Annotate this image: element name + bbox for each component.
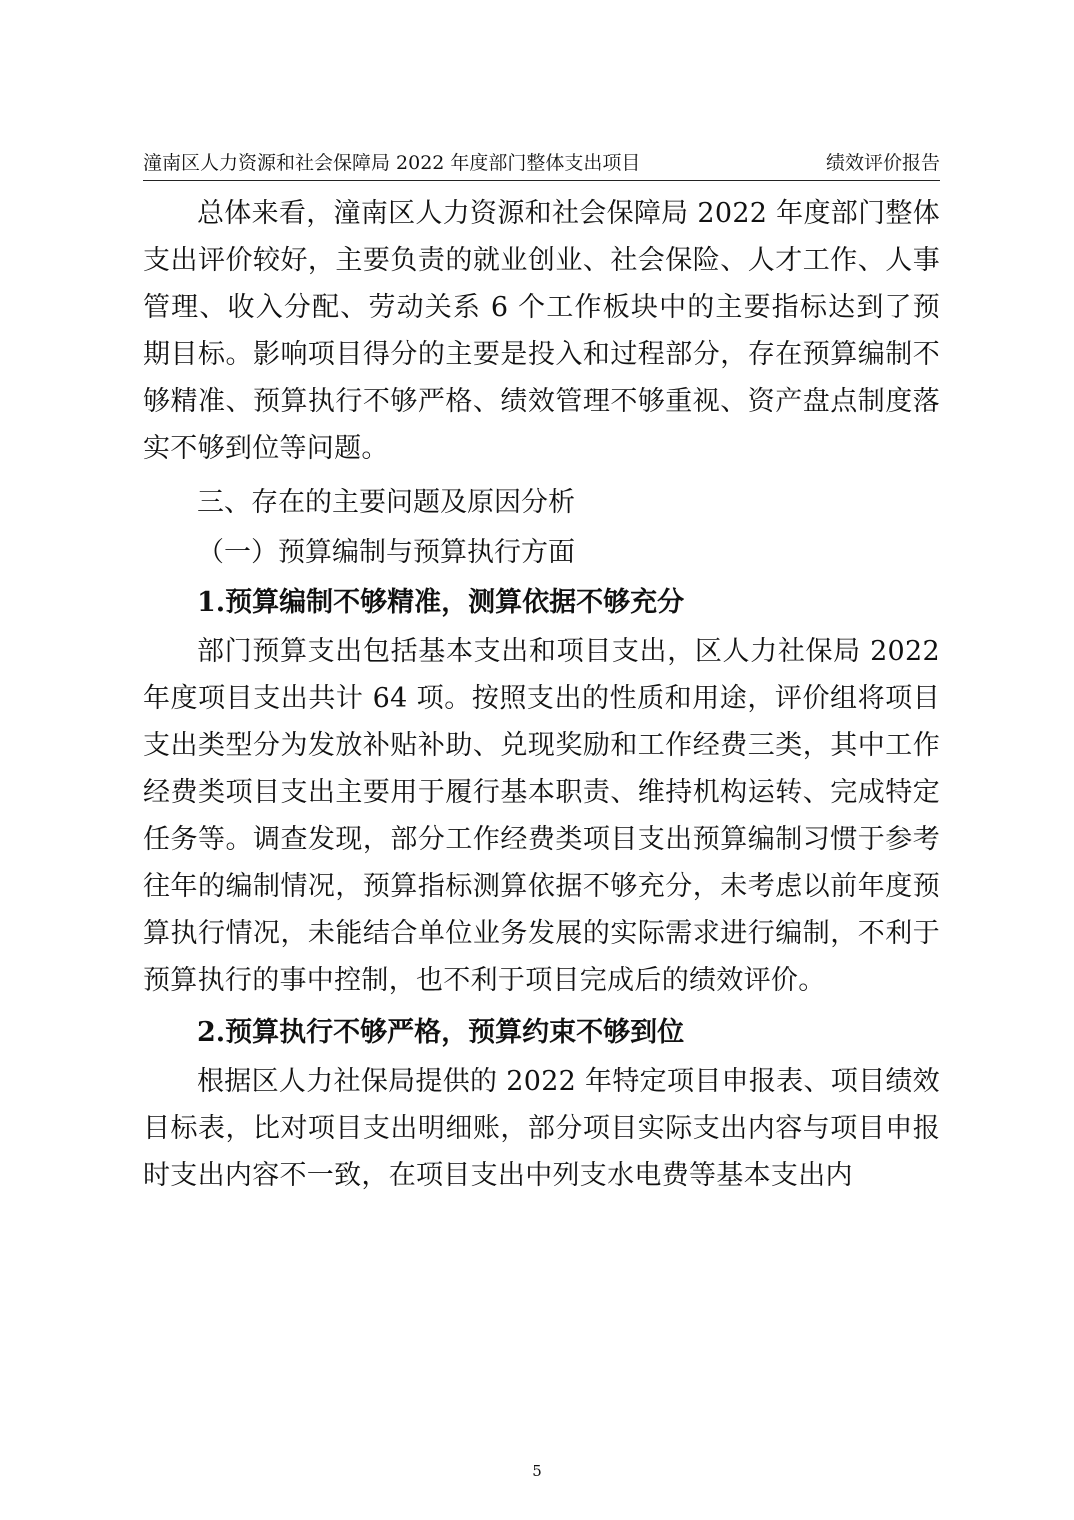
page-header [143, 150, 940, 181]
paragraph-issue-1: 部门预算支出包括基本支出和项目支出，区人力社保局 2022 年度项目支出共计 64 项。按照支出的性质和用途，评价组将项目支出类型分为发放补贴补助、兑现奖励和工作经费三类，其中工作经费类项目支出主要用于履行基本职责、维持机构运转、完成特定任务等。调查发现，部分工作经费类项目支出预算编制习惯于参考往年的编制情况，预算指标测算依据不够充分，未考虑以前年度预算执行情况，未能结合单位业务发展的实际需求进行编制，不利于预算执行的事中控制，也不利于项目完成后的绩效评价。 [143, 636, 940, 996]
header-title: 潼南区人力资源和社会保障局 2022 年度部门整体支出项目 [143, 152, 641, 174]
page-number: 5 [532, 1462, 542, 1480]
body-text [143, 190, 940, 1199]
section-heading: 三、存在的主要问题及原因分析 [197, 487, 575, 518]
header-report-type: 绩效评价报告 [825, 152, 940, 174]
issue-heading-2: 2.预算执行不够严格，预算约束不够到位 [197, 1017, 685, 1048]
subsection-heading: （一）预算编制与预算执行方面 [197, 537, 575, 568]
paragraph-issue-2: 根据区人力社保局提供的 2022 年特定项目申报表、项目绩效目标表，比对项目支出明细账，部分项目实际支出内容与项目申报时支出内容不一致，在项目支出中列支水电费等基本支出内 [143, 1066, 940, 1191]
paragraph-summary: 总体来看，潼南区人力资源和社会保障局 2022 年度部门整体支出评价较好，主要负责的就业创业、社会保险、人才工作、人事管理、收入分配、劳动关系 6 个工作板块中的主要指标达到了预期目标。影响项目得分的主要是投入和过程部分，存在预算编制不够精准、预算执行不够严格、绩效管理不够重视、资产盘点制度落实不够到位等问题。 [143, 198, 940, 464]
issue-heading-1: 1.预算编制不够精准，测算依据不够充分 [197, 587, 685, 618]
